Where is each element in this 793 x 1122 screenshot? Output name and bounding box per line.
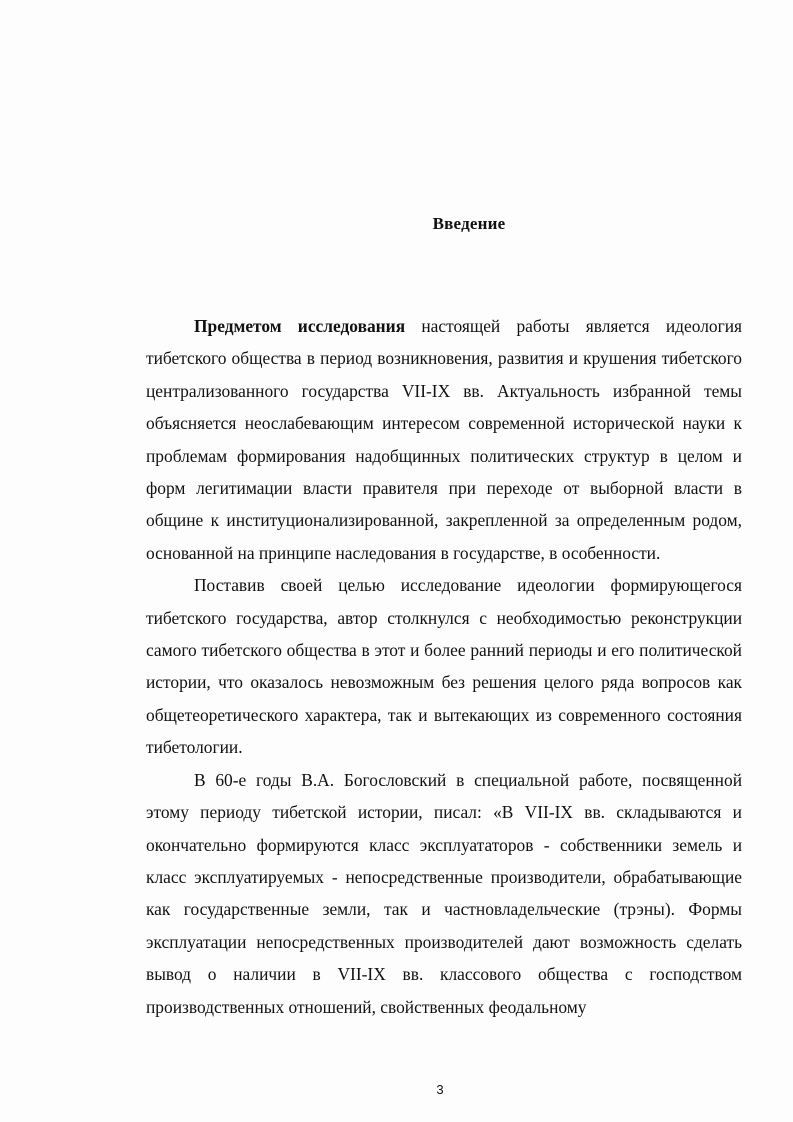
paragraph-3: В 60-е годы В.А. Богословский в специальной работе, посвященной этому периоду тибетской истории, писал: «В VII-IX вв. складываются и окончательно формируются класс эксплуататоров - собственники земель и класс эксплуатируемых - непосредственные производители, обрабатывающие как государственные земли, так и частновладельческие (трэны). Формы эксплуатации непосредственных производителей дают возможность сделать вывод о наличии в VII-IX вв. классового общества с господством производственных отношений, свойственных феодальному (146, 769, 742, 1017)
paragraph-1-lead: Предметом исследования (194, 316, 406, 336)
body-text (146, 310, 742, 1023)
paragraph-2: Поставив своей целью исследование идеологии формирующегося тибетского государства, автор столкнулся с необходимостью реконструкции самого тибетского общества в этот и более ранний периоды и его политической истории, что оказалось невозможным без решения целого ряда вопросов как общетеоретического характера, так и вытекающих из современного состояния тибетологии. (146, 575, 742, 758)
paragraph-1-text: настоящей работы является идеология тибетского общества в период возникновения, развития и крушения тибетского централизованного государства VII-IX вв. Актуальность избранной темы объясняется неослабевающим интересом современной исторической науки к проблемам формирования надобщинных политических структур в целом и форм легитимации власти правителя при переходе от выборной власти в общине к институционализированной, закрепленной за определенным родом, основанной на принципе наследования в государстве, в особенности. (146, 316, 743, 563)
section-heading: Введение (432, 214, 506, 233)
paragraph-1 (146, 310, 742, 569)
page-number: 3 (436, 1082, 444, 1097)
